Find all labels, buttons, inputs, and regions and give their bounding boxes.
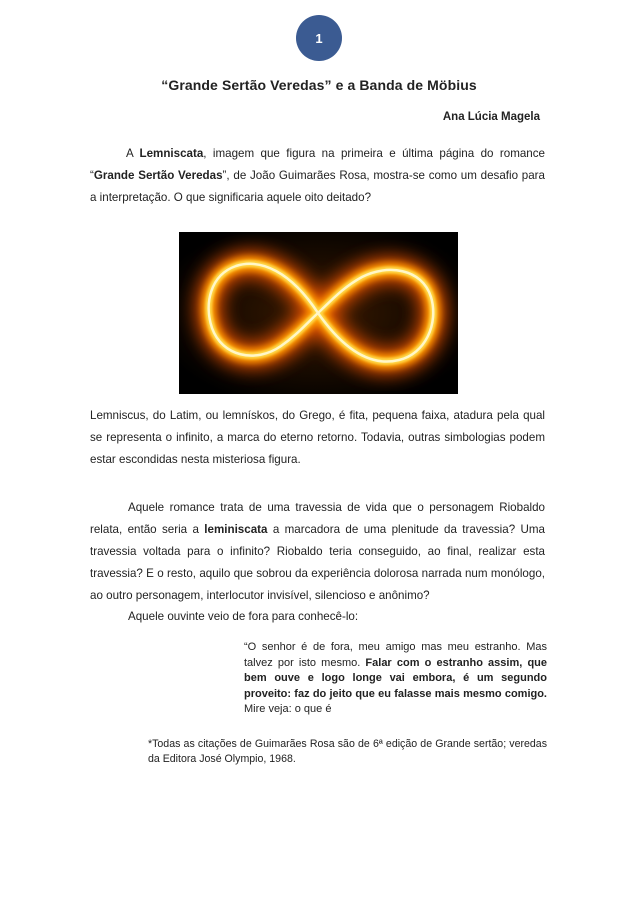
paragraph-intro <box>90 143 545 209</box>
infinity-figure <box>179 232 458 394</box>
p3-text-2: a marcadora de uma plenitude da travessia? Uma travessia voltada para o infinito? Riobaldo teria conseguido, ao final, realizar esta travessia? E o resto, aquilo que sobrou da experiência dolorosa narrada num monólogo, ao outro personagem, interlocutor invisível, silencioso e anônimo? <box>90 523 545 602</box>
p1-bold-lemniscata: Lemniscata <box>139 147 204 160</box>
p3-text-1: Aquele romance trata de uma travessia de vida que o personagem Riobaldo relata, então seria a <box>90 501 545 536</box>
block-quote <box>244 640 547 718</box>
p1-text-2: , imagem que figura na primeira e última página do romance “ <box>90 147 545 182</box>
footnote: *Todas as citações de Guimarães Rosa são de 6ª edição de Grande sertão; veredas da Editora José Olympio, 1968. <box>148 738 547 765</box>
quote-text-2: Mire veja: o que é <box>244 703 332 715</box>
page-number-badge <box>296 15 342 61</box>
paragraph-ouvinte: Aquele ouvinte veio de fora para conhecê-lo: <box>128 610 359 623</box>
p1-bold-title: Grande Sertão Veredas <box>93 169 223 182</box>
p1-text-3: ”, de João Guimarães Rosa, mostra-se como um desafio para a interpretação. O que significaria aquele oito deitado? <box>90 169 545 204</box>
infinity-glow-icon <box>179 232 458 394</box>
page-number: 1 <box>315 30 323 46</box>
paragraph-travessia <box>90 497 545 607</box>
document-title: “Grande Sertão Veredas” e a Banda de Möbius <box>161 77 477 93</box>
quote-bold: Falar com o estranho assim, que bem ouve e logo longe vai embora, é um segundo proveito: faz do jeito que eu falasse mais mesmo comigo. <box>244 656 547 700</box>
paragraph-lemniscus: Lemniscus, do Latim, ou lemnískos, do Grego, é fita, pequena faixa, atadura pela qual se representa o infinito, a marca do eterno retorno. Todavia, outras simbologias podem estar escondidas nesta misteriosa figura. <box>90 409 545 466</box>
quote-text-1: “O senhor é de fora, meu amigo mas meu estranho. Mas talvez por isto mesmo. <box>244 641 547 669</box>
p1-text-1: A <box>126 147 140 160</box>
author-name: Ana Lúcia Magela <box>442 111 540 123</box>
p3-bold-leminiscata: leminiscata <box>204 523 268 536</box>
